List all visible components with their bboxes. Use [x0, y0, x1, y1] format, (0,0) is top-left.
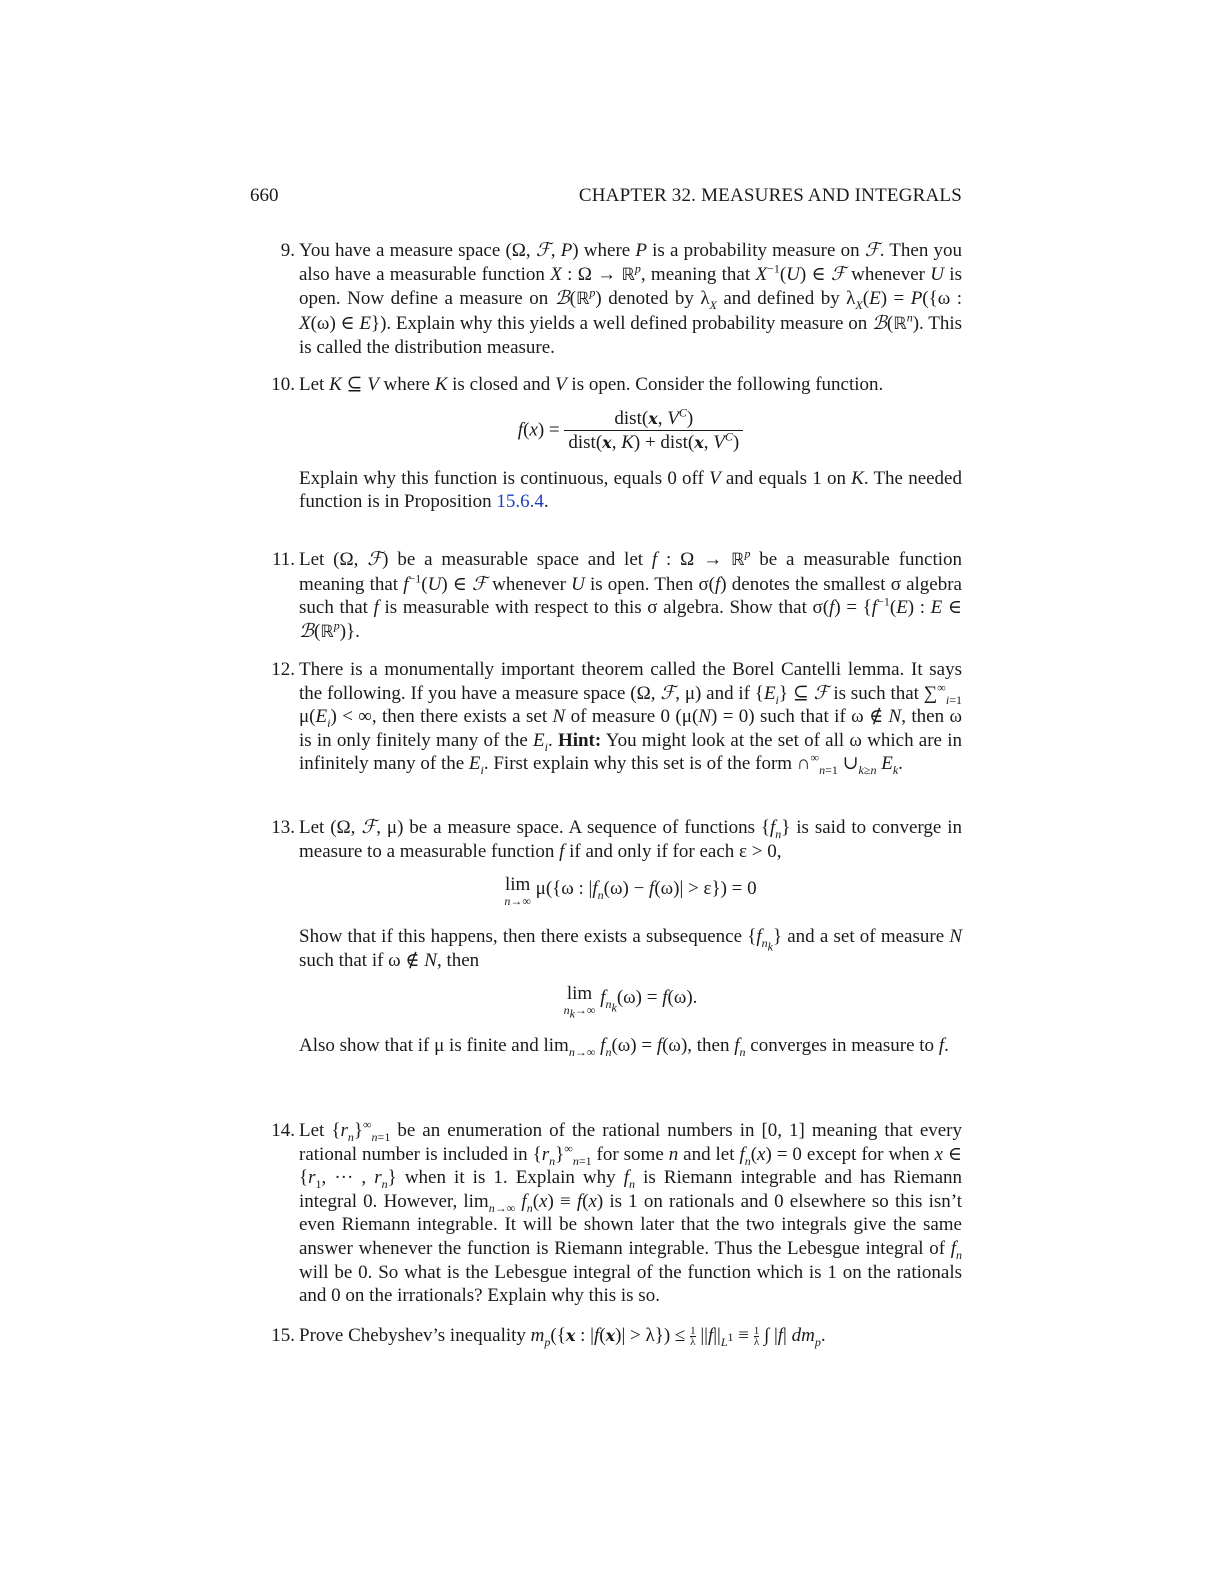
- exercise-number: 12.: [271, 659, 295, 680]
- exercise-14: [263, 1119, 962, 1308]
- exercise-text: Let K ⊆ V where K is closed and V is open. Consider the following function. f(x) = $\frac{dist(x, V^C)}{dist(x, K) + dist(x, V^C)}$ Explain why this function is continuous, equals 0 off V and equals 1 on K. The needed function is in Proposition 15.6.4.: [299, 374, 962, 513]
- exercise-text: You have a measure space (Ω, ℱ, P) where P is a probability measure on ℱ. Then you also have a measurable function X : Ω → ℝ$^p$, meaning that $X^{-1}(U)$ ∈ ℱ whenever U is open. Now define a measure on ℬ(ℝ$^p$) denoted by $\lambda_X$ and defined by $\lambda_X(E) = P(\{\omega$ : X(ω) ∈ E}). Explain why this yields a well defined probability measure on ℬ(ℝ$^n$). This is called the distribution measure.: [299, 239, 963, 359]
- exercise-number: 11.: [271, 549, 295, 570]
- page-number: 660: [250, 185, 279, 206]
- exercise-number: 9.: [280, 240, 295, 261]
- exercise-number: 10.: [271, 374, 295, 395]
- exercise-text: Prove Chebyshev’s inequality $m_p(\{x$ : |f(x)| > λ}) ≤ $\frac{1}{\lambda}$ $||f||_{L^1}$ ≡ $\frac{1}{\lambda}$ ∫ |f| $dm_p$.: [299, 1325, 826, 1349]
- display-equation: lim $n_k\to\infty$ $f_{n_k}(\omega) = f(\omega)$.: [563, 983, 698, 1021]
- exercise-12: [263, 658, 962, 776]
- exercise-number: 15.: [271, 1325, 295, 1346]
- display-equation: f(x) = $\frac{dist(x, V^C)}{dist(x, K) + dist(x, V^C)}$: [299, 407, 962, 455]
- exercise-13: [263, 816, 962, 1058]
- exercise-10: [263, 373, 962, 514]
- exercise-11: [263, 548, 962, 644]
- exercise-text: Let (Ω, ℱ, μ) be a measure space. A sequence of functions $\{f_n\}$ is said to converge in measure to a measurable function f if and only if for each ε > 0, lim n→∞ μ({ω : $|f_n(\omega) - f(\omega)| > \varepsilon\}) = 0$ Show that if this happens, then there exists a subsequence $\{f_{n_k}\}$ and a set of measure N such that if ω ∉ N, then lim $n_k\to\infty$ $f_{n_k}(\omega) = f(\omega)$. Also show that if μ is finite and $\lim_{n\to\infty} f_n(\omega) = f(\omega)$, then $f_n$ converges in measure to f.: [299, 816, 963, 1060]
- display-equation: lim n→∞ μ({ω : $|f_n(\omega) - f(\omega)| > \varepsilon\}) = 0$: [504, 874, 757, 909]
- exercise-text: Let $\{r_n\}^\infty_{n=1}$ be an enumeration of the rational numbers in [0, 1] meaning that every rational number is included in $\{r_n\}^\infty_{n=1}$ for some n and let $f_n(x) = 0$ except for when x ∈ {$r_1$, ··· , $r_n$} when it is 1. Explain why $f_n$ is Riemann integrable and has Riemann integral 0. However, $\lim_{n\to\infty} f_n(x) \equiv f(x)$ is 1 on rationals and 0 elsewhere so this isn’t even Riemann integrable. It will be shown later that the two integrals give the same answer whenever the function is Riemann integrable. Thus the Lebesgue integral of $f_n$ will be 0. So what is the Lebesgue integral of the function which is 1 on the rationals and 0 on the irrationals? Explain why this is so.: [299, 1117, 963, 1307]
- exercise-number: 14.: [271, 1120, 295, 1141]
- exercise-9: [263, 239, 962, 360]
- cross-reference-link[interactable]: 15.6.4: [496, 491, 544, 513]
- chapter-title: CHAPTER 32. MEASURES AND INTEGRALS: [578, 185, 962, 206]
- exercise-15: [263, 1324, 962, 1348]
- exercise-number: 13.: [271, 817, 295, 838]
- hint-label: Hint:: [557, 729, 602, 751]
- exercise-text: Let (Ω, ℱ) be a measurable space and let f : Ω → ℝ$^p$ be a measurable function meaning that $f^{-1}(U)$ ∈ ℱ whenever U is open. Then σ(f) denotes the smallest σ algebra such that f is measurable with respect to this σ algebra. Show that $\sigma(f) = \{f^{-1}(E)$ : E ∈ ℬ(ℝ$^p$)}.: [299, 546, 963, 642]
- exercise-text: There is a monumentally important theorem called the Borel Cantelli lemma. It says the following. If you have a measure space (Ω, ℱ, μ) and if $\{E_i\}$ ⊆ ℱ is such that $\sum^\infty_{i=1}$ $\mu(E_i)$ < ∞, then there exists a set N of measure 0 (μ(N) = 0) such that if ω ∉ N, then ω is in only finitely many of the $E_i$. Hint: You might look at the set of all ω which are in infinitely many of the $E_i$. First explain why this set is of the form $\cap^\infty_{n=1}$ $\cup_{k\ge n}$ $E_k$.: [299, 659, 963, 778]
